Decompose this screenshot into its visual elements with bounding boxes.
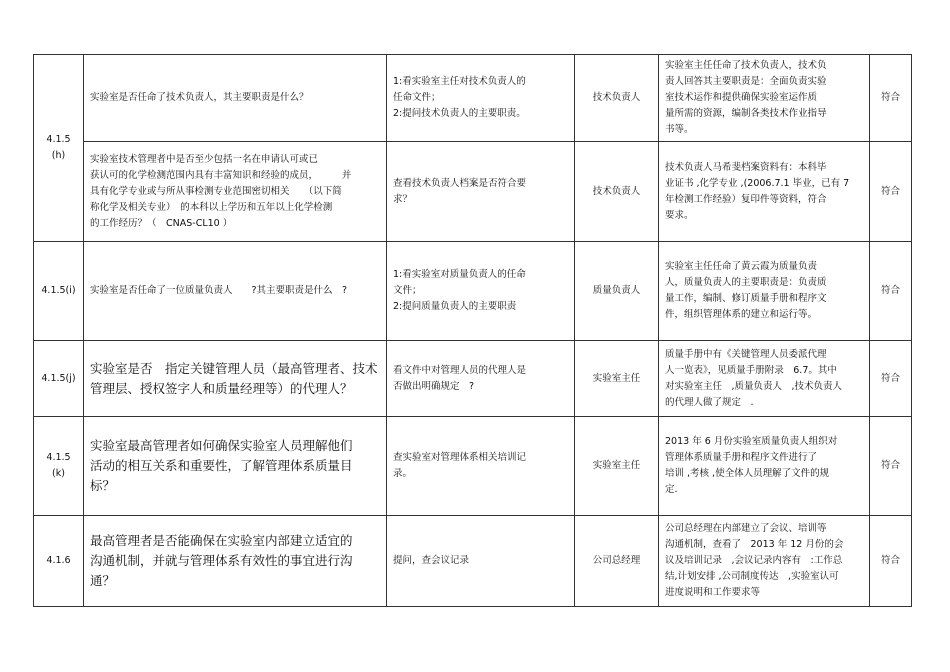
evidence-line: 室技术运作和提供确保实验室运作质 — [665, 92, 818, 103]
method-cell — [387, 341, 575, 417]
evidence-line: 公司总经理在内部建立了会议、培训等 — [665, 523, 827, 534]
evidence-line: 实验室主任任命了黄云霞为质量负责 — [665, 261, 818, 272]
clause-number: 4.1.5(j) — [34, 341, 84, 417]
responsible-person: 质量负责人 — [575, 242, 659, 341]
method-line: 看文件中对管理人员的代理人是 — [393, 364, 527, 376]
evidence-cell — [659, 417, 870, 516]
evidence-line: 的代理人做了规定 . — [665, 396, 754, 408]
evidence-line: 量所需的资源，编制各类技术作业指导 — [665, 108, 827, 119]
result-cell: 符合 — [870, 142, 912, 242]
evidence-line: 定. — [665, 484, 678, 495]
table-row — [34, 417, 912, 516]
method-cell — [387, 55, 575, 142]
method-cell — [387, 516, 575, 607]
method-cell — [387, 417, 575, 516]
result-cell: 符合 — [870, 516, 912, 607]
evidence-line: 要求。 — [665, 209, 694, 221]
question-line: 最高管理者是否能确保在实验室内部建立适宜的 — [90, 533, 353, 548]
question-line: 管理层、授权签字人和质量经理等）的代理人？ — [90, 380, 353, 396]
evidence-line: 量工作，编制、修订质量手册和程序文 — [665, 293, 827, 304]
evidence-line: 管理体系质量手册和程序文件进行了 — [665, 452, 818, 463]
clause-number: 4.1.5(i) — [34, 242, 84, 341]
table-row — [34, 341, 912, 417]
table-row — [34, 242, 912, 341]
evidence-line: 人，质量负责人的主要职责是：负责质 — [665, 277, 827, 288]
evidence-cell — [659, 55, 870, 142]
method-line: 1:看实验室对质量负责人的任命 — [393, 269, 526, 280]
method-line: 录。 — [393, 468, 413, 479]
table-row — [34, 516, 912, 607]
question-cell — [84, 341, 387, 417]
evidence-cell — [659, 341, 870, 417]
responsible-person: 公司总经理 — [575, 516, 659, 607]
evidence-cell — [659, 142, 870, 242]
question-line: 实验室是否任命了一位质量负责人 ?其主要职责是什么 ? — [90, 285, 348, 296]
evidence-line: 实验室主任任命了技术负责人，技术负 — [665, 60, 827, 71]
method-line: 2:提问质量负责人的主要职责 — [393, 301, 517, 312]
method-line: 查实验室对管理体系相关培训记 — [393, 452, 527, 463]
method-line: 查看技术负责人档案是否符合要 — [393, 177, 527, 189]
evidence-line: 责人回答其主要职责是：全面负责实验 — [665, 76, 827, 87]
evidence-cell — [659, 242, 870, 341]
question-cell — [84, 242, 387, 341]
result-cell: 符合 — [870, 242, 912, 341]
method-cell — [387, 142, 575, 242]
question-line: 实验室最高管理者如何确保实验室人员理解他们 — [90, 438, 353, 453]
evidence-cell — [659, 516, 870, 607]
question-line: 具有化学专业或与所从事检测专业范围密切相关 （以下简 — [90, 185, 342, 197]
question-line: 活动的相互关系和重要性，了解管理体系质量目 — [90, 458, 353, 473]
method-line: 1:看实验室主任对技术负责人的 — [393, 76, 526, 87]
result-cell: 符合 — [870, 417, 912, 516]
responsible-person: 实验室主任 — [575, 341, 659, 417]
clause-number: 4.1.5(k) — [34, 417, 84, 516]
question-cell — [84, 417, 387, 516]
evidence-line: 培训 ,考核 ,使全体人员理解了文件的规 — [665, 468, 830, 479]
question-line: 的工作经历？（ CNAS-CL10 ） — [90, 217, 233, 229]
evidence-line: 对实验室主任 ,质量负责人 ,技术负责人 — [665, 380, 843, 392]
question-cell — [84, 55, 387, 142]
question-line: 实验室是否任命了技术负责人，其主要职责是什么？ — [90, 92, 309, 103]
evidence-line: 技术负责人马希斐档案资料有：本科毕 — [665, 161, 827, 173]
table-row — [34, 142, 912, 242]
responsible-person: 实验室主任 — [575, 417, 659, 516]
method-line: 否做出明确规定 ? — [393, 380, 475, 392]
table-row — [34, 55, 912, 142]
evidence-line: 书等。 — [665, 124, 694, 135]
evidence-line: 进度说明和工作要求等 — [665, 587, 761, 598]
question-line: 通？ — [90, 573, 116, 588]
question-line: 实验室技术管理者中是否至少包括一名在申请认可或已 — [90, 153, 319, 165]
question-line: 获认可的化学检测范围内具有丰富知识和经验的成员， 并 — [90, 169, 352, 181]
evidence-line: 人一览表》，见质量手册附录 6.7。其中 — [665, 364, 837, 376]
evidence-line: 业证书 ,化学专业 ,(2006.7.1 毕业，已有 7 — [665, 177, 850, 189]
clause-number: 4.1.6 — [34, 516, 84, 607]
audit-checklist-table — [33, 54, 912, 607]
responsible-person: 技术负责人 — [575, 55, 659, 142]
evidence-line: 件，组织管理体系的建立和运行等。 — [665, 309, 818, 320]
method-line: 求？ — [393, 193, 413, 205]
evidence-line: 沟通机制，查看了 2013 年 12 月份的会 — [665, 539, 844, 550]
result-cell: 符合 — [870, 55, 912, 142]
question-cell — [84, 516, 387, 607]
method-line: 提问，查会议记录 — [393, 555, 470, 566]
evidence-line: 2013 年 6 月份实验室质量负责人组织对 — [665, 436, 838, 447]
question-cell — [84, 142, 387, 242]
evidence-line: 年检测工作经验）复印件等资料，符合 — [665, 193, 827, 205]
method-line: 2:提问技术负责人的主要职责。 — [393, 108, 526, 119]
evidence-line: 议及培训记录 ,会议记录内容有 :工作总 — [665, 555, 843, 566]
question-line: 沟通机制，并就与管理体系有效性的事宜进行沟 — [90, 553, 353, 568]
question-line: 称化学及相关专业） 的本科以上学历和五年以上化学检测 — [90, 201, 333, 213]
method-line: 文件； — [393, 285, 422, 296]
evidence-line: 结,计划安排 ,公司制度传达 ,实验室认可 — [665, 571, 839, 582]
result-cell: 符合 — [870, 341, 912, 417]
clause-number: 4.1.5(h) — [34, 55, 84, 242]
method-cell — [387, 242, 575, 341]
evidence-line: 质量手册中有《关键管理人员委派代理 — [665, 348, 827, 360]
method-line: 任命文件； — [393, 92, 441, 103]
question-line: 实验室是否 指定关键管理人员（最高管理者、技术 — [90, 360, 378, 376]
question-line: 标？ — [90, 478, 116, 493]
responsible-person: 技术负责人 — [575, 142, 659, 242]
